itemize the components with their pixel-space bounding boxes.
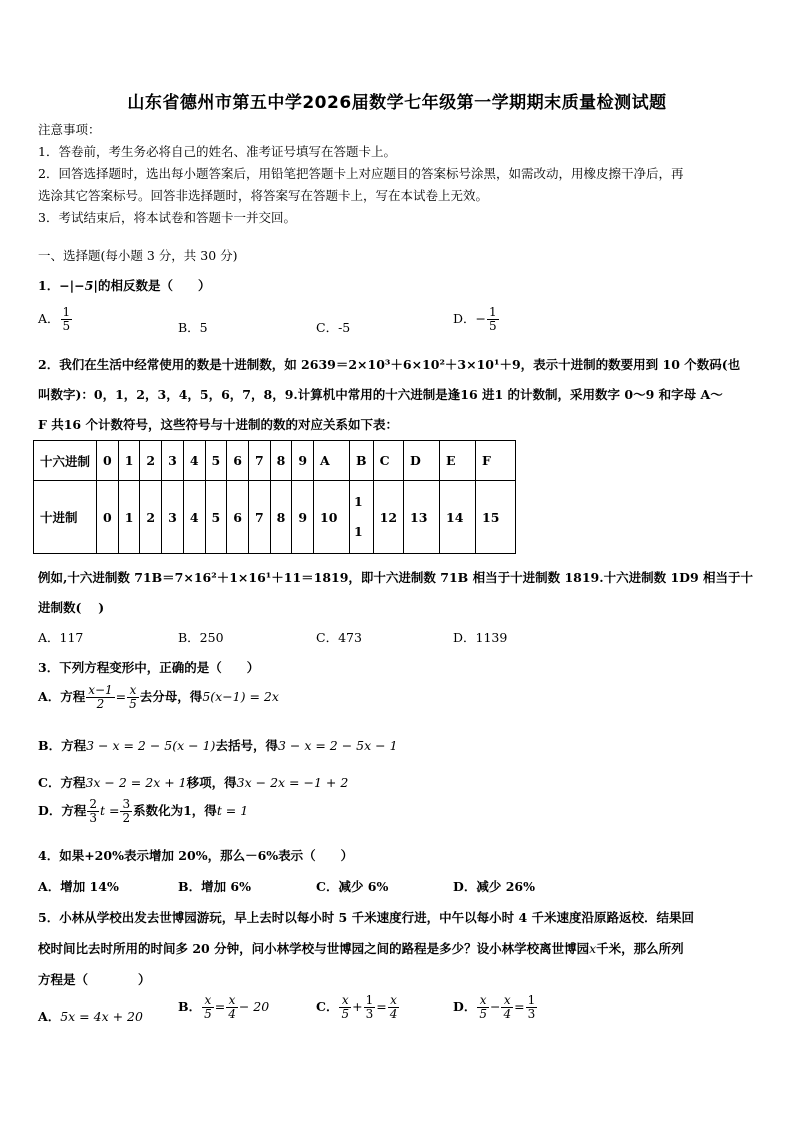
table-cell: 5 (205, 441, 227, 481)
q2-example-2: 进制数( ) (38, 600, 105, 615)
q2-option-a: A．117 (38, 630, 84, 645)
table-cell: 7 (248, 441, 270, 481)
q5-line-2: 校时间比去时所用的时间多 20 分钟，问小林学校与世博园之间的路程是多少？设小林学校离世博园x千米，那么所列 (38, 941, 684, 956)
table-cell: 1 (118, 441, 140, 481)
table-cell: 8 (270, 481, 292, 554)
table-cell: A (314, 441, 350, 481)
q5-option-c: C． $\frac{x}{5}$ + $\frac{1}{3}$ = $\frac{x}{4}$ (316, 993, 398, 1022)
table-cell: 0 (97, 481, 119, 554)
q2-option-d: D．1139 (453, 630, 508, 645)
note-3: 3．考试结束后，将本试卷和答题卡一并交回。 (38, 210, 296, 225)
q4-option-c: C．减少 6% (316, 879, 389, 894)
table-cell: 4 (183, 441, 205, 481)
q3-stem: 3．下列方程变形中，正确的是（ ） (38, 660, 260, 675)
q2-option-c: C．473 (316, 630, 362, 645)
hex-decimal-table (33, 440, 516, 554)
table-cell: F (476, 441, 516, 481)
table-head-hex: 十六进制 (34, 441, 97, 481)
q5-line-3: 方程是（ ） (38, 972, 151, 987)
q2-line-3: F 共16 个计数符号，这些符号与十进制的数的对应关系如下表： (38, 417, 398, 432)
q1-option-b: B．5 (178, 320, 208, 335)
q3-option-d: D．方程 $\frac{2}{3}$ t = $\frac{3}{2}$ 系数化为1，得t = 1 (38, 797, 249, 826)
q2-line-2: 叫数字)：0，1，2，3，4，5，6，7，8，9.计算机中常用的十六进制是逢16 进1 的计数制，采用数字 0～9 和字母 A～ (38, 387, 723, 402)
section-heading: 一、选择题(每小题 3 分，共 30 分) (38, 248, 238, 263)
table-cell: 2 (140, 481, 162, 554)
q5-option-a: A．5x = 4x + 20 (38, 1009, 143, 1024)
q2-line-1: 2．我们在生活中经常使用的数是十进制数，如 2639＝2×10³＋6×10²＋3×10¹＋9，表示十进制的数要用到 10 个数码(也 (38, 357, 741, 372)
q1-expression: −|−5| (59, 278, 98, 293)
table-cell: 14 (440, 481, 476, 554)
q3-option-c: C．方程3x − 2 = 2x + 1移项，得3x − 2x = −1 + 2 (38, 775, 349, 790)
table-cell: 13 (404, 481, 440, 554)
q1-option-d: D．− $\frac{1}{5}$ (453, 305, 497, 334)
table-cell: 3 (162, 441, 184, 481)
notes-heading: 注意事项： (38, 122, 101, 137)
exam-title: 山东省德州市第五中学2026届数学七年级第一学期期末质量检测试题 (127, 93, 667, 113)
question-1 (38, 276, 210, 294)
table-cell: E (440, 441, 476, 481)
note-2: 2．回答选择题时，选出每小题答案后，用铅笔把答题卡上对应题目的答案标号涂黑，如需改动，用橡皮擦干净后，再 (38, 166, 684, 181)
q3-option-a: A．方程 $\frac{x-1}{2}$ = $\frac{x}{5}$ 去分母，得5(x−1) = 2x (38, 683, 279, 712)
table-cell: 4 (183, 481, 205, 554)
table-cell: 8 (270, 441, 292, 481)
q5-line-1: 5．小林从学校出发去世博园游玩，早上去时以每小时 5 千米速度行进，中午以每小时 4 千米速度沿原路返校．结果回 (38, 910, 695, 925)
table-cell: 5 (205, 481, 227, 554)
table-cell: 3 (162, 481, 184, 554)
q1-option-c: C．-5 (316, 320, 351, 335)
q4-stem: 4．如果+20%表示增加 20%，那么－6%表示（ ） (38, 848, 354, 863)
note-1: 1．答卷前，考生务必将自己的姓名、准考证号填写在答题卡上。 (38, 144, 396, 159)
table-cell: 2 (140, 441, 162, 481)
q4-option-d: D．减少 26% (453, 879, 535, 894)
table-cell: 1 (118, 481, 140, 554)
q4-option-b: B．增加 6% (178, 879, 251, 894)
table-cell: 15 (476, 481, 516, 554)
q2-example-1: 例如,十六进制数 71B＝7×16²＋1×16¹＋11＝1819，即十六进制数 71B 相当于十进制数 1819.十六进制数 1D9 相当于十 (38, 570, 754, 585)
q2-option-b: B．250 (178, 630, 224, 645)
note-2-cont: 选涂其它答案标号。回答非选择题时，将答案写在答题卡上，写在本试卷上无效。 (38, 188, 489, 203)
table-cell: 7 (248, 481, 270, 554)
table-cell: 6 (227, 481, 249, 554)
q1-number: 1． (38, 278, 60, 293)
table-cell: D (404, 441, 440, 481)
table-cell: 9 (292, 441, 314, 481)
table-cell: 10 (314, 481, 350, 554)
q3-option-b: B．方程3 − x = 2 − 5(x − 1)去括号，得3 − x = 2 − 5x − 1 (38, 738, 398, 753)
table-cell: 6 (227, 441, 249, 481)
q5-option-b: B． $\frac{x}{5}$ = $\frac{x}{4}$ − 20 (178, 993, 270, 1022)
table-cell: 12 (373, 481, 403, 554)
q1-option-a: A． $\frac{1}{5}$ (38, 305, 71, 334)
table-row-hex (34, 441, 516, 481)
table-cell: B (350, 441, 374, 481)
q5-option-d: D． $\frac{x}{5}$ − $\frac{x}{4}$ = $\frac{1}{3}$ (453, 993, 536, 1022)
table-row-decimal (34, 481, 516, 554)
q1-suffix: 的相反数是（ ） (97, 278, 211, 293)
table-cell: 0 (97, 441, 119, 481)
table-cell: 9 (292, 481, 314, 554)
q4-option-a: A．增加 14% (38, 879, 119, 894)
table-head-decimal: 十进制 (34, 481, 97, 554)
table-cell: C (373, 441, 403, 481)
cell-eleven: 11 (350, 481, 374, 554)
